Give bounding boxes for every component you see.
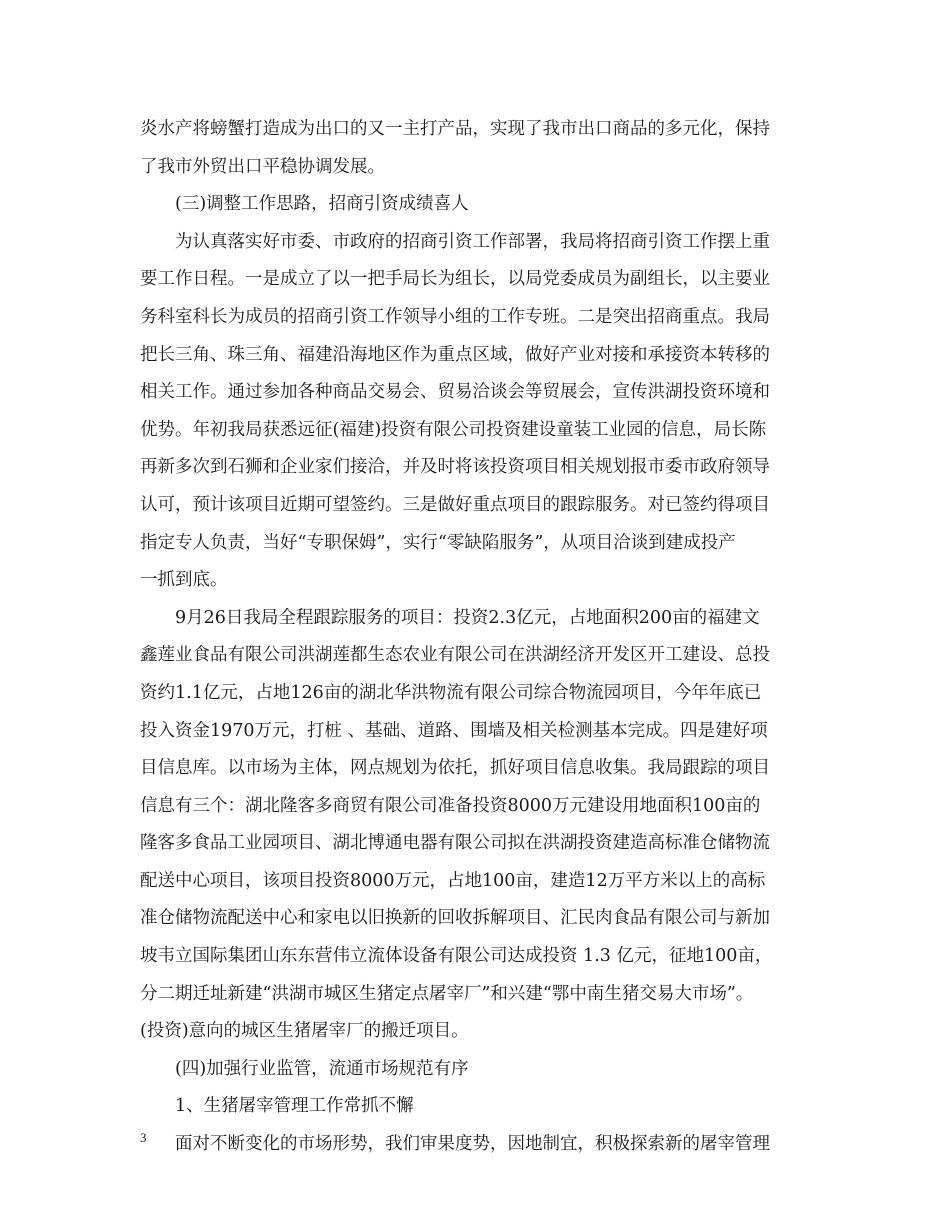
text-line: 认可，预计该项目近期可望签约。三是做好重点项目的跟踪服务。对已签约得项目 xyxy=(140,494,770,515)
text-line: 面对不断变化的市场形势，我们审果度势，因地制宜，积极探索新的屠宰管理 xyxy=(175,1134,770,1155)
text-line: 优势。年初我局获悉远征(福建)投资有限公司投资建设童装工业园的信息，局长陈 xyxy=(140,419,767,440)
text-line: 资约1.1亿元，占地126亩的湖北华洪物流有限公司综合物流园项目，今年年底已 xyxy=(140,682,762,703)
text-line: 分二期迁址新建“洪湖市城区生猪定点屠宰厂”和兴建“鄂中南生猪交易大市场”。 xyxy=(140,983,754,1004)
text-line: 为认真落实好市委、市政府的招商引资工作部署，我局将招商引资工作摆上重 xyxy=(175,231,770,252)
text-line: 配送中心项目，该项目投资8000万元，占地100亩，建造12万平方米以上的高标 xyxy=(140,870,766,891)
text-line: 相关工作。通过参加各种商品交易会、贸易洽谈会等贸展会，宣传洪湖投资环境和 xyxy=(140,382,770,403)
text-line: (四)加强行业监管，流通市场规范有序 xyxy=(175,1058,469,1079)
text-line: 了我市外贸出口平稳协调发展。 xyxy=(140,156,385,177)
text-line: (三)调整工作思路，招商引资成绩喜人 xyxy=(175,194,469,215)
document-body xyxy=(140,111,812,1164)
text-line: 把长三角、珠三角、福建沿海地区作为重点区域，做好产业对接和承接资本转移的 xyxy=(140,344,770,365)
text-line: 一抓到底。 xyxy=(140,570,228,591)
text-line: 指定专人负责，当好“专职保姆”，实行“零缺陷服务”，从项目洽谈到建成投产 xyxy=(140,532,736,553)
text-line: 隆客多食品工业园项目、湖北博通电器有限公司拟在洪湖投资建造高标准仓储物流 xyxy=(140,833,770,854)
text-line: 鑫莲业食品有限公司洪湖莲都生态农业有限公司在洪湖经济开发区开工建设、总投 xyxy=(140,645,770,666)
text-line: 目信息库。以市场为主体，网点规划为依托，抓好项目信息收集。我局跟踪的项目 xyxy=(140,758,770,779)
text-line: 坡韦立国际集团山东东营伟立流体设备有限公司达成投资 1.3 亿元，征地100亩， xyxy=(140,946,773,967)
text-line: 9月26日我局全程跟踪服务的项目：投资2.3亿元，占地面积200亩的福建文 xyxy=(175,607,760,628)
text-line: 投入资金1970万元，打桩 、基础、道路、围墙及相关检测基本完成。四是建好项 xyxy=(140,720,768,741)
text-line: 准仓储物流配送中心和家电以旧换新的回收拆解项目、汇民肉食品有限公司与新加 xyxy=(140,908,770,929)
page-number: 3 xyxy=(140,1130,147,1145)
text-line: 要工作日程。一是成立了以一把手局长为组长，以局党委成员为副组长，以主要业 xyxy=(140,269,770,290)
text-line: 1、生猪屠宰管理工作常抓不懈 xyxy=(175,1096,414,1117)
text-line: 再新多次到石狮和企业家们接洽，并及时将该投资项目相关规划报市委市政府领导 xyxy=(140,457,770,478)
text-line: 炎水产将螃蟹打造成为出口的又一主打产品，实现了我市出口商品的多元化，保持 xyxy=(140,119,770,139)
text-line: 务科室科长为成员的招商引资工作领导小组的工作专班。二是突出招商重点。我局 xyxy=(140,306,770,327)
text-line: 信息有三个：湖北隆客多商贸有限公司准备投资8000万元建设用地面积100亩的 xyxy=(140,795,761,816)
text-line: (投资)意向的城区生猪屠宰厂的搬迁项目。 xyxy=(140,1021,469,1042)
